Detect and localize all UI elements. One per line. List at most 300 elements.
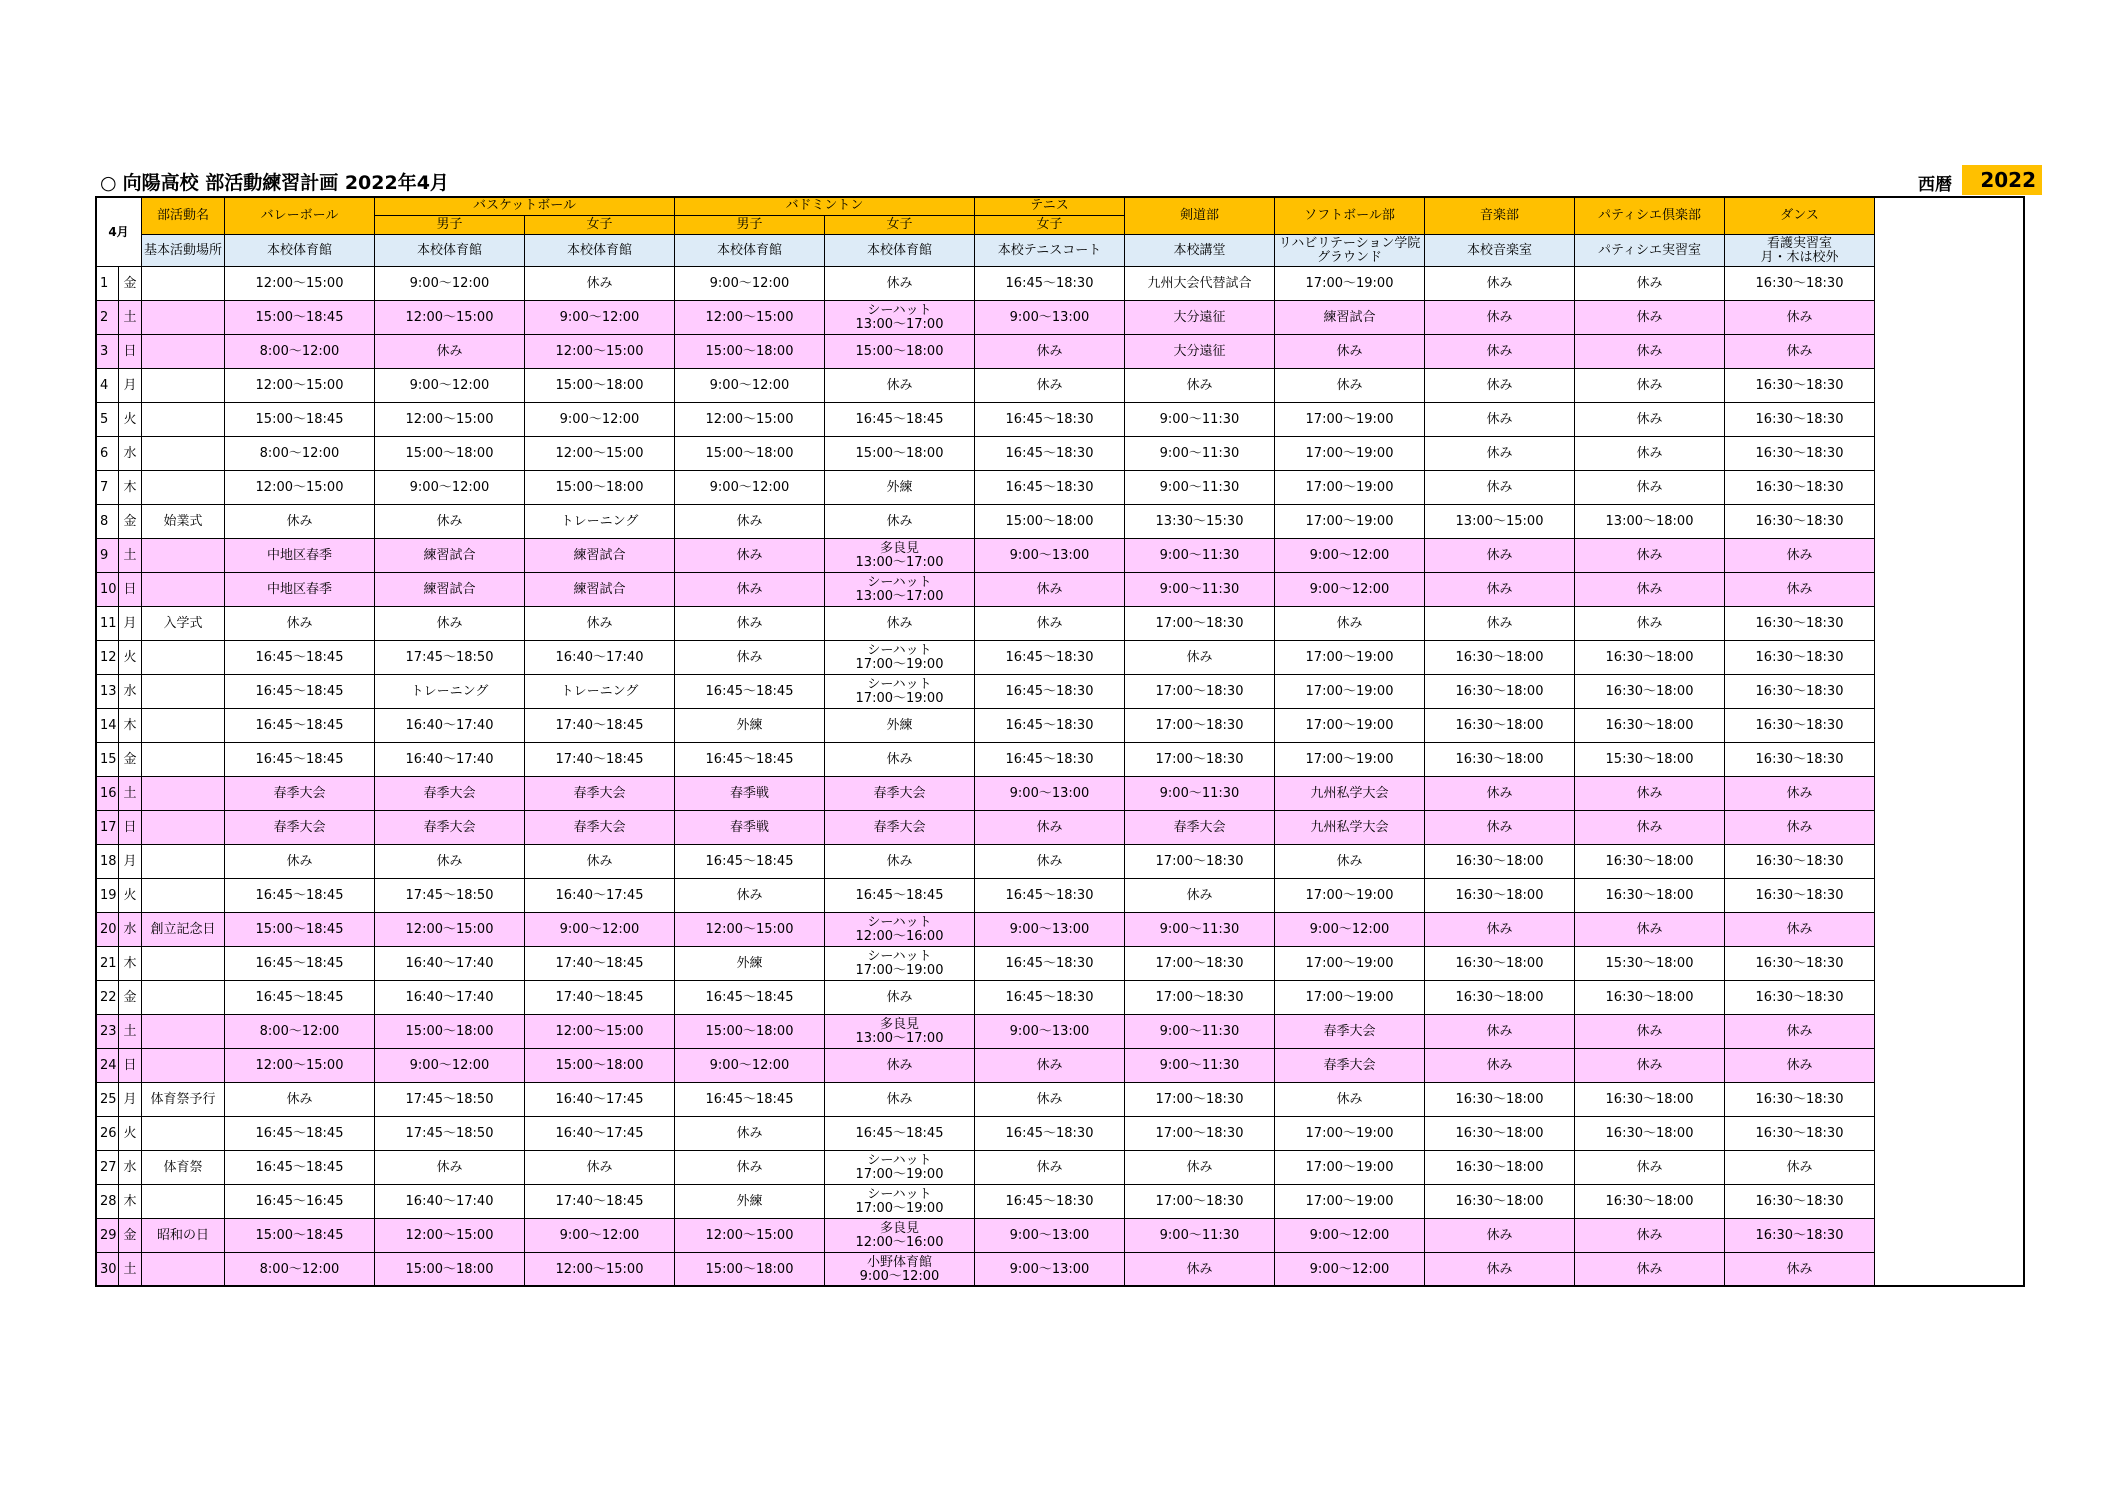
schedule-cell: 休み xyxy=(525,1151,675,1185)
weekday: 火 xyxy=(119,641,142,675)
schedule-cell: 17:00～19:00 xyxy=(1275,641,1425,675)
schedule-cell: 12:00～15:00 xyxy=(675,1219,825,1253)
header-tennis-girls: 女子 xyxy=(975,216,1125,235)
schedule-cell: 15:00～18:00 xyxy=(825,437,975,471)
weekday: 日 xyxy=(119,1049,142,1083)
schedule-cell: 休み xyxy=(1725,1151,1875,1185)
title-circle-icon: ○ xyxy=(100,172,117,194)
event-cell xyxy=(142,539,225,573)
schedule-cell: 16:30～18:30 xyxy=(1725,845,1875,879)
base-place-cell: 看護実習室 月・木は校外 xyxy=(1725,235,1875,267)
schedule-cell: 休み xyxy=(1575,1151,1725,1185)
schedule-cell: 16:30～18:30 xyxy=(1725,947,1875,981)
day-number: 12 xyxy=(96,641,119,675)
schedule-cell: 16:30～18:00 xyxy=(1575,1117,1725,1151)
schedule-cell: 休み xyxy=(1725,335,1875,369)
weekday: 水 xyxy=(119,913,142,947)
event-cell: 体育祭予行 xyxy=(142,1083,225,1117)
weekday: 木 xyxy=(119,947,142,981)
table-row xyxy=(96,1049,2025,1083)
schedule-cell: 休み xyxy=(1575,1253,1725,1287)
schedule-cell: 16:30～18:00 xyxy=(1425,1083,1575,1117)
schedule-cell: 16:45～18:30 xyxy=(975,981,1125,1015)
schedule-cell: 16:40～17:45 xyxy=(525,1083,675,1117)
table-row xyxy=(96,301,2025,335)
weekday: 木 xyxy=(119,709,142,743)
event-cell xyxy=(142,573,225,607)
schedule-cell: 16:45～18:45 xyxy=(225,709,375,743)
schedule-cell: シーハット 17:00～19:00 xyxy=(825,947,975,981)
event-cell xyxy=(142,335,225,369)
schedule-cell: 外練 xyxy=(675,1185,825,1219)
schedule-cell: 休み xyxy=(1725,301,1875,335)
schedule-cell: 16:40～17:40 xyxy=(375,709,525,743)
schedule-cell: 16:30～18:30 xyxy=(1725,981,1875,1015)
title-text: 向陽高校 部活動練習計画 2022年4月 xyxy=(122,172,449,194)
schedule-cell: 16:40～17:45 xyxy=(525,879,675,913)
schedule-cell: 休み xyxy=(975,1083,1125,1117)
schedule-cell: 外練 xyxy=(825,709,975,743)
base-place-label: 基本活動場所 xyxy=(142,235,225,267)
schedule-cell: 休み xyxy=(1425,471,1575,505)
schedule-cell: 16:45～18:45 xyxy=(675,743,825,777)
schedule-cell: 休み xyxy=(825,267,975,301)
schedule-cell: 9:00～12:00 xyxy=(675,369,825,403)
schedule-cell: 8:00～12:00 xyxy=(225,1015,375,1049)
event-cell xyxy=(142,879,225,913)
schedule-cell: 16:45～18:45 xyxy=(225,641,375,675)
schedule-cell: 休み xyxy=(1425,1049,1575,1083)
schedule-cell: 休み xyxy=(1575,1219,1725,1253)
event-cell xyxy=(142,709,225,743)
schedule-cell: 外練 xyxy=(675,709,825,743)
day-number: 3 xyxy=(96,335,119,369)
table-row xyxy=(96,369,2025,403)
schedule-cell: 15:00～18:00 xyxy=(675,1253,825,1287)
schedule-cell: 休み xyxy=(975,607,1125,641)
schedule-cell: 16:45～18:30 xyxy=(975,403,1125,437)
schedule-cell: 16:30～18:00 xyxy=(1425,675,1575,709)
schedule-cell: 外練 xyxy=(675,947,825,981)
schedule-cell: 9:00～11:30 xyxy=(1125,573,1275,607)
schedule-cell: 休み xyxy=(1725,777,1875,811)
schedule-cell: 16:45～18:45 xyxy=(825,879,975,913)
schedule-cell: 17:00～19:00 xyxy=(1275,675,1425,709)
schedule-cell: 12:00～15:00 xyxy=(225,471,375,505)
day-number: 7 xyxy=(96,471,119,505)
base-place-cell: 本校体育館 xyxy=(375,235,525,267)
day-number: 28 xyxy=(96,1185,119,1219)
schedule-cell: 休み xyxy=(375,607,525,641)
schedule-cell: 中地区春季 xyxy=(225,573,375,607)
base-place-cell: 本校体育館 xyxy=(825,235,975,267)
schedule-cell: トレーニング xyxy=(375,675,525,709)
schedule-cell: 12:00～15:00 xyxy=(375,301,525,335)
schedule-cell: 練習試合 xyxy=(375,573,525,607)
schedule-cell: 休み xyxy=(1425,539,1575,573)
schedule-cell: 17:45～18:50 xyxy=(375,879,525,913)
schedule-cell: 休み xyxy=(1575,335,1725,369)
schedule-cell: 16:45～18:30 xyxy=(975,471,1125,505)
schedule-cell: 練習試合 xyxy=(525,573,675,607)
schedule-cell: 16:30～18:00 xyxy=(1575,675,1725,709)
header-kendo: 剣道部 xyxy=(1125,197,1275,235)
schedule-cell: 17:40～18:45 xyxy=(525,947,675,981)
schedule-cell: 16:45～18:45 xyxy=(675,845,825,879)
table-row xyxy=(96,1253,2025,1287)
schedule-cell: 17:00～18:30 xyxy=(1125,1117,1275,1151)
schedule-cell: 13:00～18:00 xyxy=(1575,505,1725,539)
schedule-cell: 17:00～19:00 xyxy=(1275,947,1425,981)
schedule-cell: 9:00～12:00 xyxy=(675,471,825,505)
schedule-cell: 15:00～18:45 xyxy=(225,403,375,437)
schedule-cell: 12:00～15:00 xyxy=(375,403,525,437)
schedule-cell: 休み xyxy=(1575,811,1725,845)
table-row xyxy=(96,607,2025,641)
schedule-cell: 17:40～18:45 xyxy=(525,1185,675,1219)
schedule-cell: 16:45～18:45 xyxy=(675,981,825,1015)
day-number: 30 xyxy=(96,1253,119,1287)
schedule-cell: 休み xyxy=(675,641,825,675)
schedule-cell: 9:00～11:30 xyxy=(1125,913,1275,947)
weekday: 火 xyxy=(119,1117,142,1151)
schedule-cell: 17:00～18:30 xyxy=(1125,981,1275,1015)
schedule-cell: 休み xyxy=(1725,1049,1875,1083)
schedule-cell: 17:00～19:00 xyxy=(1275,1117,1425,1151)
schedule-cell: 休み xyxy=(975,845,1125,879)
event-cell xyxy=(142,641,225,675)
schedule-cell: 12:00～15:00 xyxy=(375,913,525,947)
schedule-cell: 春季大会 xyxy=(525,777,675,811)
schedule-cell: 17:00～19:00 xyxy=(1275,1185,1425,1219)
schedule-cell: 休み xyxy=(1275,1083,1425,1117)
schedule-cell: 外練 xyxy=(825,471,975,505)
schedule-cell: 休み xyxy=(1425,777,1575,811)
schedule-cell: 9:00～12:00 xyxy=(375,471,525,505)
schedule-cell: 16:30～18:30 xyxy=(1725,1083,1875,1117)
schedule-cell: 休み xyxy=(675,539,825,573)
schedule-cell: 16:45～18:45 xyxy=(225,1151,375,1185)
schedule-cell: 16:30～18:00 xyxy=(1575,709,1725,743)
schedule-cell: 多良見 12:00～16:00 xyxy=(825,1219,975,1253)
schedule-cell: 16:45～18:30 xyxy=(975,641,1125,675)
schedule-cell: 9:00～12:00 xyxy=(1275,539,1425,573)
schedule-cell: 大分遠征 xyxy=(1125,335,1275,369)
schedule-cell: 休み xyxy=(1725,1015,1875,1049)
day-number: 19 xyxy=(96,879,119,913)
event-cell xyxy=(142,1185,225,1219)
table-row xyxy=(96,913,2025,947)
header-volleyball: バレーボール xyxy=(225,197,375,235)
schedule-cell: 17:45～18:50 xyxy=(375,1117,525,1151)
base-place-cell: 本校講堂 xyxy=(1125,235,1275,267)
schedule-cell: 17:00～19:00 xyxy=(1275,981,1425,1015)
schedule-cell: 17:00～19:00 xyxy=(1275,743,1425,777)
schedule-cell: 9:00～11:30 xyxy=(1125,437,1275,471)
weekday: 日 xyxy=(119,573,142,607)
schedule-cell: 16:30～18:30 xyxy=(1725,403,1875,437)
schedule-cell: 17:00～19:00 xyxy=(1275,471,1425,505)
header-basketball-boys: 男子 xyxy=(375,216,525,235)
schedule-cell: 16:30～18:00 xyxy=(1425,743,1575,777)
schedule-cell: 練習試合 xyxy=(1275,301,1425,335)
schedule-cell: 休み xyxy=(675,573,825,607)
schedule-cell: 春季大会 xyxy=(1125,811,1275,845)
table-row xyxy=(96,1083,2025,1117)
event-cell xyxy=(142,811,225,845)
header-music: 音楽部 xyxy=(1425,197,1575,235)
schedule-cell: 大分遠征 xyxy=(1125,301,1275,335)
schedule-cell: 9:00～13:00 xyxy=(975,1015,1125,1049)
schedule-cell: 16:30～18:30 xyxy=(1725,471,1875,505)
era-year: 2022 xyxy=(1962,165,2042,195)
schedule-cell: 16:40～17:40 xyxy=(375,1185,525,1219)
table-row xyxy=(96,709,2025,743)
weekday: 月 xyxy=(119,1083,142,1117)
schedule-cell: 12:00～15:00 xyxy=(675,403,825,437)
schedule-cell: 9:00～13:00 xyxy=(975,1253,1125,1287)
weekday: 金 xyxy=(119,743,142,777)
schedule-cell: 休み xyxy=(1425,1253,1575,1287)
schedule-cell: トレーニング xyxy=(525,675,675,709)
schedule-cell: 16:30～18:00 xyxy=(1425,641,1575,675)
day-number: 23 xyxy=(96,1015,119,1049)
day-number: 10 xyxy=(96,573,119,607)
schedule-cell: 9:00～12:00 xyxy=(525,1219,675,1253)
schedule-cell: 16:45～18:45 xyxy=(225,879,375,913)
table-row xyxy=(96,1117,2025,1151)
table-row xyxy=(96,981,2025,1015)
schedule-cell: 16:30～18:30 xyxy=(1725,709,1875,743)
schedule-cell: 休み xyxy=(1425,573,1575,607)
weekday: 木 xyxy=(119,471,142,505)
schedule-cell: 8:00～12:00 xyxy=(225,1253,375,1287)
schedule-cell: 9:00～11:30 xyxy=(1125,471,1275,505)
schedule-cell: 9:00～12:00 xyxy=(1275,1219,1425,1253)
header-tennis: テニス xyxy=(975,197,1125,216)
schedule-cell: 16:45～18:30 xyxy=(975,947,1125,981)
schedule-cell: 休み xyxy=(1575,607,1725,641)
weekday: 水 xyxy=(119,1151,142,1185)
schedule-cell: 16:30～18:00 xyxy=(1575,981,1725,1015)
schedule-cell: 休み xyxy=(1425,301,1575,335)
schedule-cell: 15:30～18:00 xyxy=(1575,743,1725,777)
header-patissier: パティシエ倶楽部 xyxy=(1575,197,1725,235)
schedule-cell: 16:45～18:30 xyxy=(975,743,1125,777)
schedule-cell: 15:00～18:00 xyxy=(375,437,525,471)
schedule-cell: 16:40～17:40 xyxy=(525,641,675,675)
day-number: 6 xyxy=(96,437,119,471)
schedule-cell: 17:40～18:45 xyxy=(525,709,675,743)
schedule-cell: 17:00～19:00 xyxy=(1275,879,1425,913)
schedule-cell: 12:00～15:00 xyxy=(675,301,825,335)
table-row xyxy=(96,539,2025,573)
day-number: 27 xyxy=(96,1151,119,1185)
schedule-table xyxy=(95,196,2025,1287)
schedule-cell: 9:00～11:30 xyxy=(1125,539,1275,573)
schedule-cell: 12:00～15:00 xyxy=(525,1253,675,1287)
schedule-cell: 16:30～18:30 xyxy=(1725,879,1875,913)
schedule-cell: 春季大会 xyxy=(375,777,525,811)
schedule-cell: 休み xyxy=(225,845,375,879)
schedule-cell: 16:30～18:30 xyxy=(1725,267,1875,301)
schedule-cell: 16:30～18:30 xyxy=(1725,505,1875,539)
schedule-cell: 12:00～15:00 xyxy=(675,913,825,947)
schedule-cell: シーハット 13:00～17:00 xyxy=(825,573,975,607)
schedule-cell: 休み xyxy=(1125,1253,1275,1287)
schedule-cell: 休み xyxy=(1575,1015,1725,1049)
schedule-cell: 休み xyxy=(1275,845,1425,879)
schedule-cell: 15:00～18:00 xyxy=(525,1049,675,1083)
event-cell xyxy=(142,267,225,301)
table-row xyxy=(96,845,2025,879)
schedule-cell: 16:45～18:45 xyxy=(675,1083,825,1117)
day-number: 24 xyxy=(96,1049,119,1083)
header-basketball-girls: 女子 xyxy=(525,216,675,235)
schedule-cell: 17:00～18:30 xyxy=(1125,947,1275,981)
schedule-cell: 13:00～15:00 xyxy=(1425,505,1575,539)
day-number: 1 xyxy=(96,267,119,301)
weekday: 月 xyxy=(119,845,142,879)
schedule-cell: 休み xyxy=(1125,879,1275,913)
event-cell: 始業式 xyxy=(142,505,225,539)
event-cell xyxy=(142,1117,225,1151)
schedule-cell: 15:00～18:45 xyxy=(225,1219,375,1253)
schedule-cell: 休み xyxy=(1575,471,1725,505)
schedule-cell: 16:45～18:45 xyxy=(225,1117,375,1151)
schedule-cell: 春季大会 xyxy=(1275,1049,1425,1083)
schedule-cell: 9:00～13:00 xyxy=(975,1219,1125,1253)
schedule-cell: 13:30～15:30 xyxy=(1125,505,1275,539)
day-number: 17 xyxy=(96,811,119,845)
schedule-cell: 17:00～19:00 xyxy=(1275,709,1425,743)
schedule-cell: 休み xyxy=(675,879,825,913)
schedule-cell: 16:45～18:45 xyxy=(675,675,825,709)
schedule-cell: 9:00～12:00 xyxy=(375,1049,525,1083)
table-row xyxy=(96,641,2025,675)
schedule-cell: 休み xyxy=(1575,403,1725,437)
schedule-cell: 休み xyxy=(1425,913,1575,947)
weekday: 月 xyxy=(119,369,142,403)
schedule-cell: 春季戦 xyxy=(675,811,825,845)
schedule-cell: 12:00～15:00 xyxy=(375,1219,525,1253)
schedule-cell: 16:40～17:40 xyxy=(375,947,525,981)
header-dance: ダンス xyxy=(1725,197,1875,235)
schedule-cell: 休み xyxy=(1575,573,1725,607)
schedule-cell: 12:00～15:00 xyxy=(525,335,675,369)
schedule-cell: 9:00～13:00 xyxy=(975,777,1125,811)
event-cell xyxy=(142,845,225,879)
schedule-cell: 9:00～12:00 xyxy=(375,369,525,403)
schedule-cell: 15:00～18:00 xyxy=(675,437,825,471)
schedule-cell: 16:30～18:00 xyxy=(1575,879,1725,913)
table-row xyxy=(96,1151,2025,1185)
day-number: 4 xyxy=(96,369,119,403)
table-row xyxy=(96,471,2025,505)
schedule-cell: 休み xyxy=(1425,607,1575,641)
schedule-cell: 休み xyxy=(825,505,975,539)
schedule-cell: 15:00～18:00 xyxy=(525,369,675,403)
schedule-cell: 17:40～18:45 xyxy=(525,981,675,1015)
schedule-cell: 9:00～12:00 xyxy=(1275,573,1425,607)
schedule-cell: 16:45～18:45 xyxy=(225,981,375,1015)
schedule-cell: 休み xyxy=(975,811,1125,845)
schedule-cell: 休み xyxy=(1725,1253,1875,1287)
schedule-cell: 16:30～18:00 xyxy=(1425,1151,1575,1185)
weekday: 水 xyxy=(119,437,142,471)
schedule-cell: 15:00～18:00 xyxy=(525,471,675,505)
schedule-cell: 17:00～18:30 xyxy=(1125,845,1275,879)
schedule-cell: 16:45～18:45 xyxy=(225,947,375,981)
schedule-cell: 15:00～18:00 xyxy=(375,1015,525,1049)
table-row xyxy=(96,675,2025,709)
schedule-cell: 休み xyxy=(1275,369,1425,403)
table-row xyxy=(96,879,2025,913)
schedule-cell: 17:00～18:30 xyxy=(1125,1083,1275,1117)
base-place-cell: 本校体育館 xyxy=(525,235,675,267)
schedule-cell: 春季大会 xyxy=(825,811,975,845)
schedule-cell: 休み xyxy=(1575,539,1725,573)
schedule-cell: 休み xyxy=(1575,777,1725,811)
schedule-cell: 休み xyxy=(1425,437,1575,471)
schedule-cell: 15:00～18:00 xyxy=(825,335,975,369)
schedule-cell: 9:00～12:00 xyxy=(525,913,675,947)
schedule-cell: 九州私学大会 xyxy=(1275,777,1425,811)
schedule-cell: 16:30～18:00 xyxy=(1425,845,1575,879)
table-row xyxy=(96,267,2025,301)
schedule-cell: 休み xyxy=(675,505,825,539)
schedule-cell: 多良見 13:00～17:00 xyxy=(825,1015,975,1049)
schedule-cell: 休み xyxy=(1125,1151,1275,1185)
schedule-cell: 17:00～19:00 xyxy=(1275,267,1425,301)
day-number: 20 xyxy=(96,913,119,947)
weekday: 土 xyxy=(119,539,142,573)
schedule-cell: 休み xyxy=(1725,811,1875,845)
schedule-cell: 12:00～15:00 xyxy=(525,437,675,471)
weekday: 日 xyxy=(119,335,142,369)
schedule-cell: 16:45～18:45 xyxy=(825,403,975,437)
schedule-cell: 休み xyxy=(525,607,675,641)
schedule-cell: 小野体育館 9:00～12:00 xyxy=(825,1253,975,1287)
schedule-cell: 休み xyxy=(375,505,525,539)
schedule-cell: 16:30～18:00 xyxy=(1575,1185,1725,1219)
schedule-cell: 休み xyxy=(1425,1219,1575,1253)
schedule-cell: 9:00～11:30 xyxy=(1125,777,1275,811)
schedule-cell: シーハット 12:00～16:00 xyxy=(825,913,975,947)
schedule-cell: シーハット 17:00～19:00 xyxy=(825,1151,975,1185)
event-cell xyxy=(142,675,225,709)
schedule-cell: 15:00～18:45 xyxy=(225,913,375,947)
schedule-cell: 16:45～18:30 xyxy=(975,879,1125,913)
schedule-cell: 12:00～15:00 xyxy=(225,369,375,403)
day-number: 25 xyxy=(96,1083,119,1117)
schedule-cell: 16:30～18:30 xyxy=(1725,437,1875,471)
table-row xyxy=(96,335,2025,369)
weekday: 金 xyxy=(119,267,142,301)
schedule-cell: 九州私学大会 xyxy=(1275,811,1425,845)
schedule-cell: シーハット 13:00～17:00 xyxy=(825,301,975,335)
header-badminton: バドミントン xyxy=(675,197,975,216)
schedule-cell: トレーニング xyxy=(525,505,675,539)
day-number: 22 xyxy=(96,981,119,1015)
base-place-cell: パティシエ実習室 xyxy=(1575,235,1725,267)
schedule-cell: 練習試合 xyxy=(375,539,525,573)
schedule-cell: 9:00～11:30 xyxy=(1125,403,1275,437)
schedule-cell: 9:00～12:00 xyxy=(525,301,675,335)
schedule-cell: 12:00～15:00 xyxy=(225,267,375,301)
weekday: 金 xyxy=(119,1219,142,1253)
schedule-cell: 休み xyxy=(1725,539,1875,573)
